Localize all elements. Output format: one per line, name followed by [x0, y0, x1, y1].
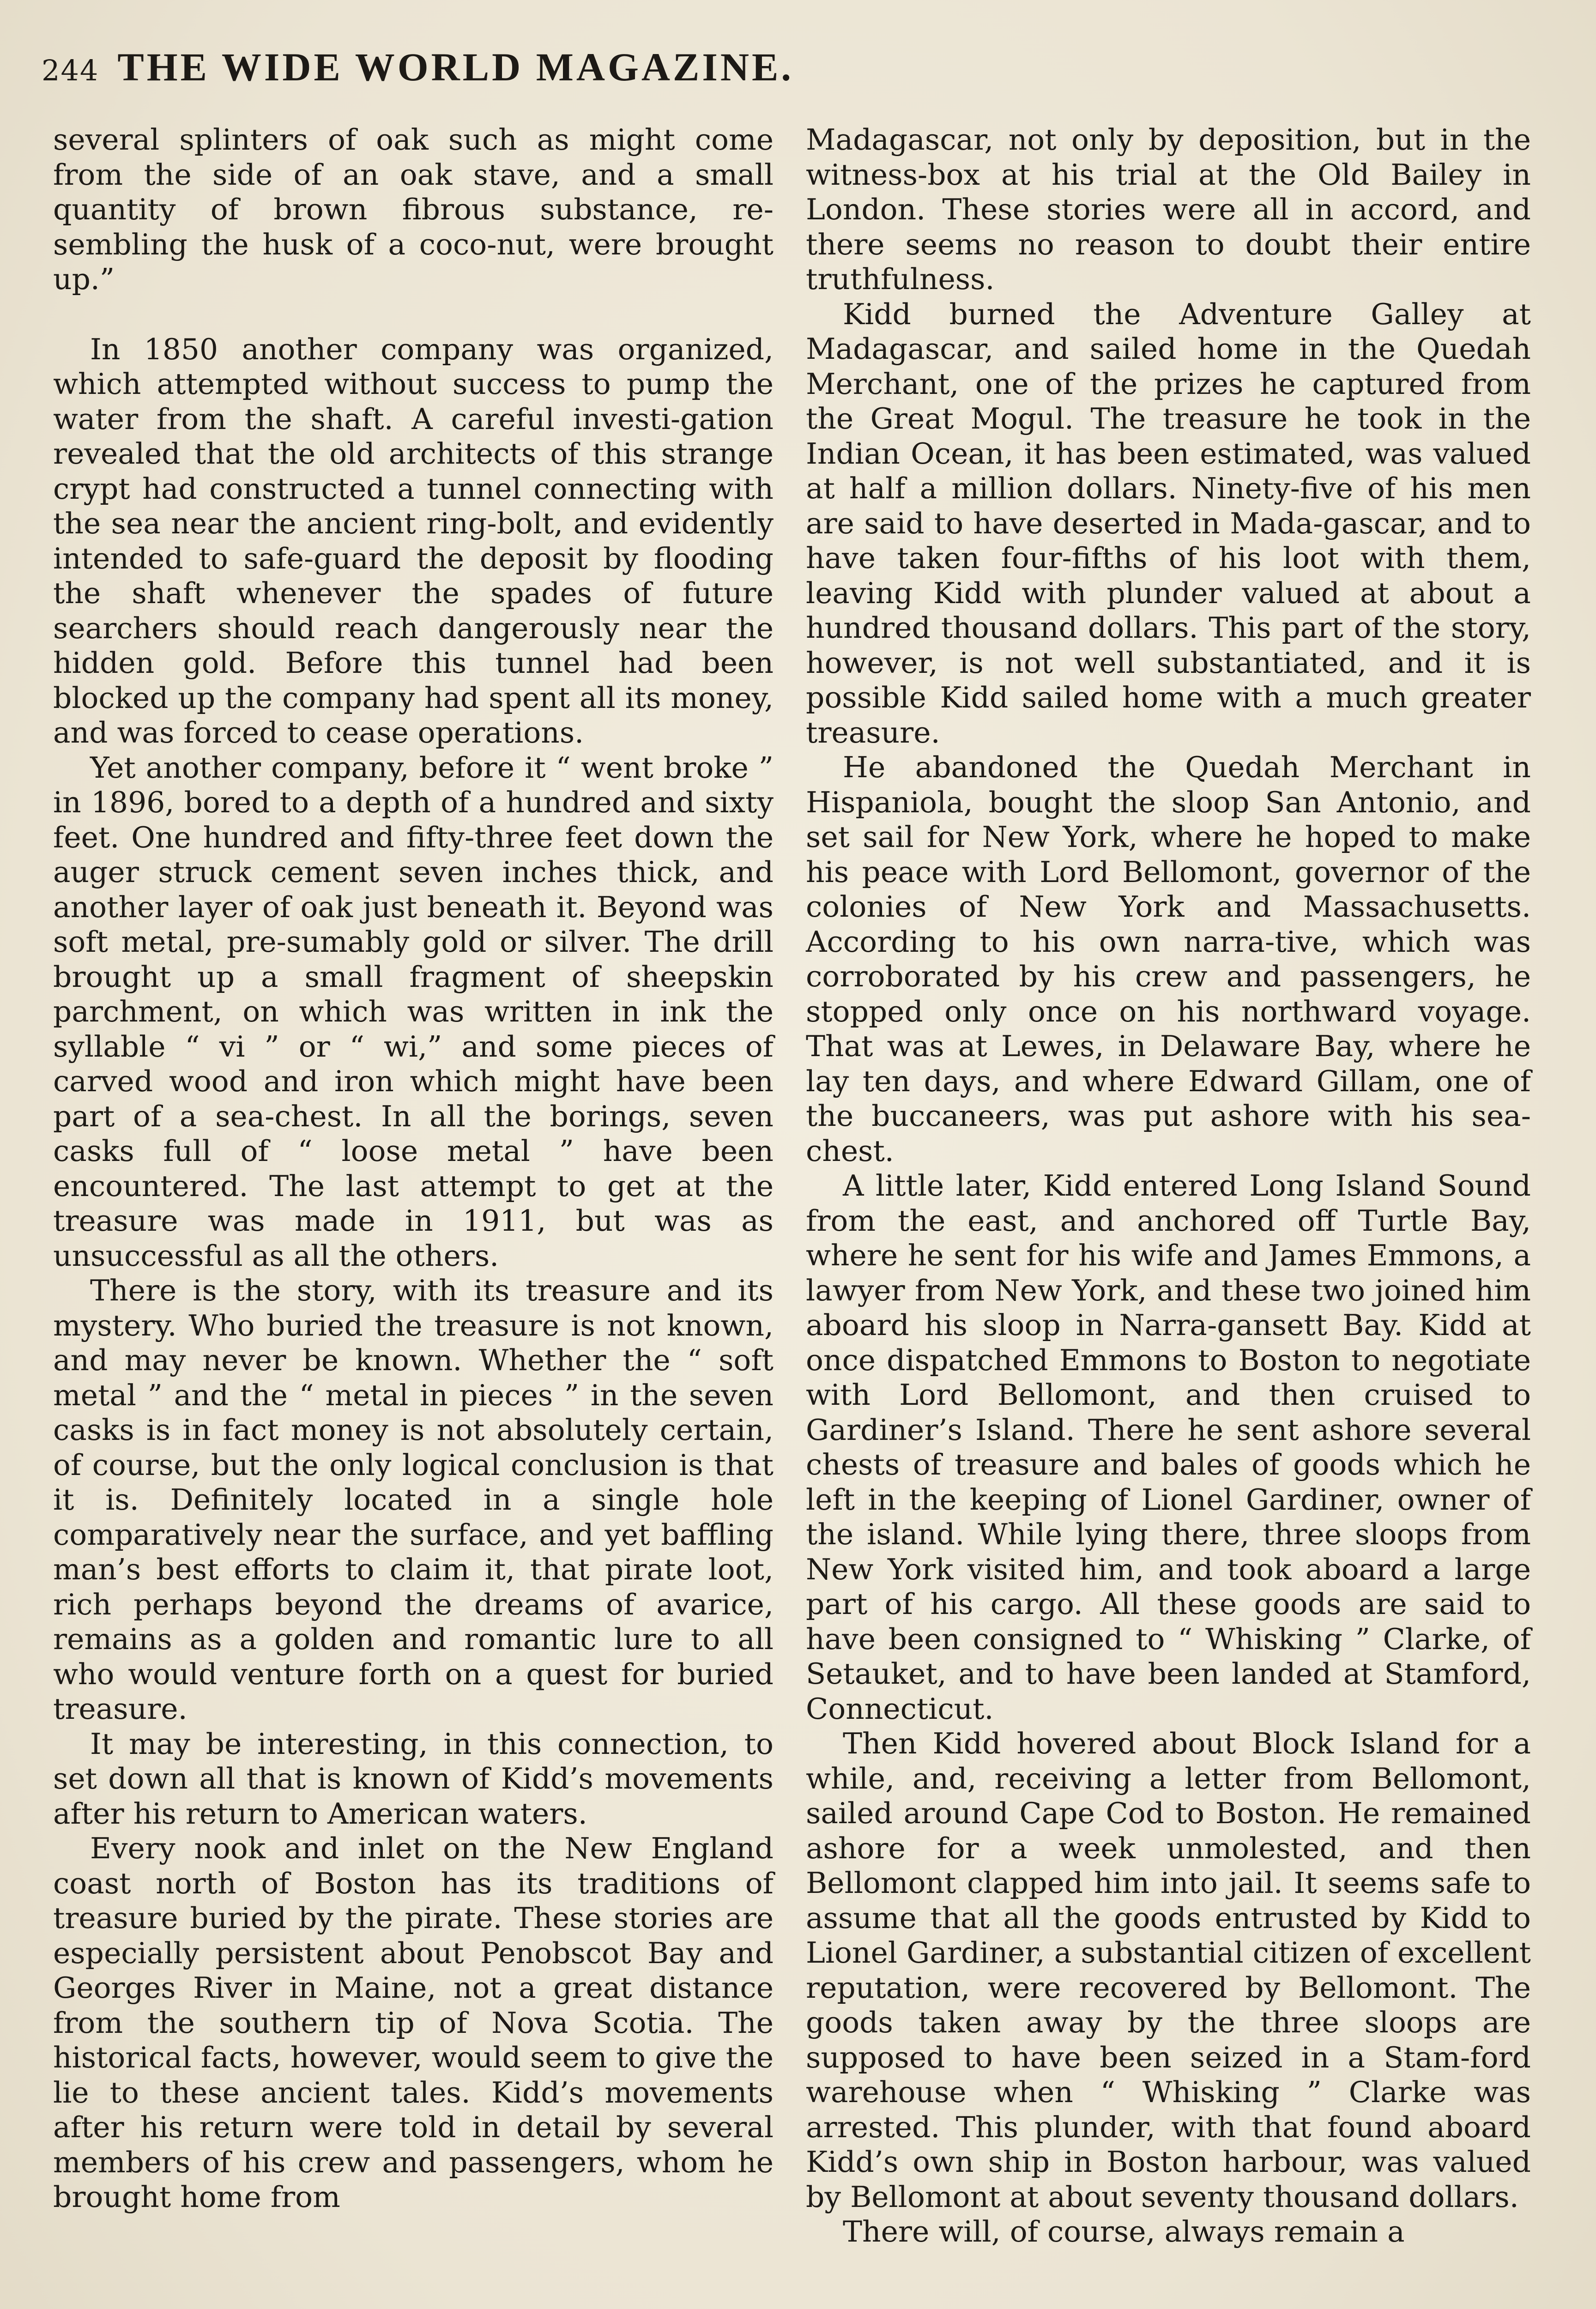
- paragraph: There will, of course, always remain a: [843, 2215, 1405, 2249]
- section-gap: [53, 297, 774, 332]
- paragraph: Then Kidd hovered about Block Island for a while, and, receiving a letter from Bellomont, sailed around Cape Cod to Boston. He remained ashore for a week unmolested, and then Bellomont clapped him into jail. It seems safe to assume that all the goods entrusted by Kidd to Lionel Gardiner, a substantial citizen of excellent reputation, were recovered by Bellomont. The goods taken away by the three sloops are supposed to have been seized in a Stam-ford warehouse when “ Whisking ” Clarke was arrested. This plunder, with that found aboard Kidd’s own ship in Boston harbour, was valued by Bellomont at about seventy thousand dollars.: [806, 1727, 1531, 2214]
- page-header: [42, 44, 919, 104]
- paragraph: It may be interesting, in this connection, to set down all that is known of Kidd’s movements after his return to American waters.: [53, 1727, 774, 1831]
- left-column: [53, 122, 774, 2309]
- paragraph: Yet another company, before it “ went broke ” in 1896, bored to a depth of a hundred and sixty feet. One hundred and fifty-three feet down the auger struck cement seven inches thick, and another layer of oak just beneath it. Beyond was soft metal, pre-sumably gold or silver. The drill brought up a small fragment of sheepskin parchment, on which was written in ink the syllable “ vi ” or “ wi,” and some pieces of carved wood and iron which might have been part of a sea-chest. In all the borings, seven casks full of “ loose metal ” have been encountered. The last attempt to get at the treasure was made in 1911, but was as unsuccessful as all the others.: [53, 750, 774, 1273]
- paragraph: In 1850 another company was organized, which attempted without success to pump the water from the shaft. A careful investi-gation revealed that the old architects of this strange crypt had constructed a tunnel connecting with the sea near the ancient ring-bolt, and evidently intended to safe-guard the deposit by flooding the shaft whenever the spades of future searchers should reach dangerously near the hidden gold. Before this tunnel had been blocked up the company had spent all its money, and was forced to cease operations.: [53, 332, 774, 750]
- paragraph: Every nook and inlet on the New England coast north of Boston has its traditions of treasure buried by the pirate. These stories are especially persistent about Penobscot Bay and Georges River in Maine, not a great distance from the southern tip of Nova Scotia. The historical facts, however, would seem to give the lie to these ancient tales. Kidd’s movements after his return were told in detail by several members of his crew and passengers, whom he brought home from: [53, 1831, 774, 2214]
- paragraph: He abandoned the Quedah Merchant in Hispaniola, bought the sloop San Antonio, and set sail for New York, where he hoped to make his peace with Lord Bellomont, governor of the colonies of New York and Massachusetts. According to his own narra-tive, which was corroborated by his crew and passengers, he stopped only once on his northward voyage. That was at Lewes, in Delaware Bay, where he lay ten days, and where Edward Gillam, one of the buccaneers, was put ashore with his sea-chest.: [806, 750, 1531, 1168]
- paragraph: Madagascar, not only by deposition, but in the witness-box at his trial at the Old Bailey in London. These stories were all in accord, and there seems no reason to doubt their entire truthfulness.: [806, 123, 1531, 296]
- paragraph: Kidd burned the Adventure Galley at Madagascar, and sailed home in the Quedah Merchant, one of the prizes he captured from the Great Mogul. The treasure he took in the Indian Ocean, it has been estimated, was valued at half a million dollars. Ninety-five of his men are said to have deserted in Mada-gascar, and to have taken four-fifths of his loot with them, leaving Kidd with plunder valued at about a hundred thousand dollars. This part of the story, however, is not well substantiated, and it is possible Kidd sailed home with a much greater treasure.: [806, 297, 1531, 750]
- paragraph: There is the story, with its treasure and its mystery. Who buried the treasure is not known, and may never be known. Whether the “ soft metal ” and the “ metal in pieces ” in the seven casks is in fact money is not absolutely certain, of course, but the only logical conclusion is that it is. Definitely located in a single hole comparatively near the surface, and yet baffling man’s best efforts to claim it, that pirate loot, rich perhaps beyond the dreams of avarice, remains as a golden and romantic lure to all who would venture forth on a quest for buried treasure.: [53, 1274, 774, 1726]
- magazine-title: THE WIDE WORLD MAGAZINE.: [117, 45, 794, 89]
- paragraph: A little later, Kidd entered Long Island Sound from the east, and anchored off Turtle Bay, where he sent for his wife and James Emmons, a lawyer from New York, and these two joined him aboard his sloop in Narra-gansett Bay. Kidd at once dispatched Emmons to Boston to negotiate with Lord Bellomont, and then cruised to Gardiner’s Island. There he sent ashore several chests of treasure and bales of goods which he left in the keeping of Lionel Gardiner, owner of the island. While lying there, three sloops from New York visited him, and took aboard a large part of his cargo. All these goods are said to have been consigned to “ Whisking ” Clarke, of Setauket, and to have been landed at Stamford, Connecticut.: [806, 1169, 1531, 1726]
- page-number: 244: [42, 54, 99, 87]
- right-column: [806, 122, 1531, 2309]
- paragraph: several splinters of oak such as might come from the side of an oak stave, and a small quantity of brown fibrous substance, re-sembling the husk of a coco-nut, were brought up.”: [53, 123, 774, 296]
